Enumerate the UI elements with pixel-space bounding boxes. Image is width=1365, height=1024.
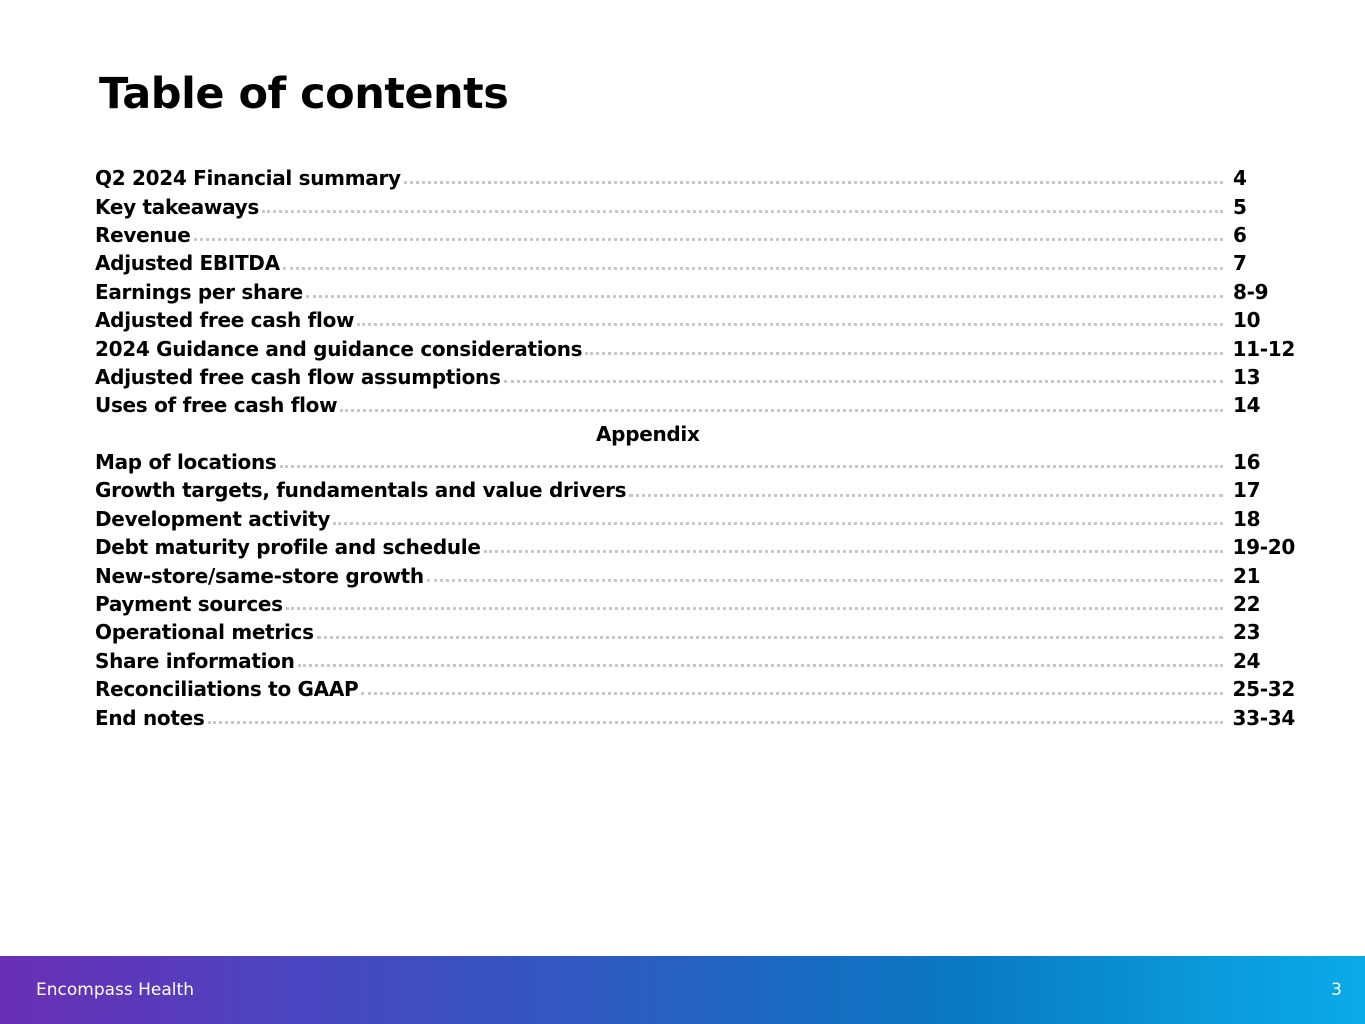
toc-entry[interactable] bbox=[95, 448, 1295, 476]
toc-leader-dots bbox=[333, 522, 1223, 525]
toc-entry-label: Payment sources bbox=[95, 592, 283, 617]
toc-entry[interactable] bbox=[95, 306, 1295, 334]
toc-entry[interactable] bbox=[95, 703, 1295, 731]
toc-entry-page: 11-12 bbox=[1232, 336, 1295, 361]
toc-entry[interactable] bbox=[95, 334, 1295, 362]
toc-entry[interactable] bbox=[95, 192, 1295, 220]
toc-entry-page: 8-9 bbox=[1233, 279, 1269, 304]
toc-entry-label: Reconciliations to GAAP bbox=[95, 677, 359, 702]
toc-entry-label: Key takeaways bbox=[95, 194, 259, 219]
toc-entry[interactable] bbox=[95, 505, 1295, 533]
toc-entry-label: Growth targets, fundamentals and value drivers bbox=[95, 478, 627, 503]
toc-entry[interactable] bbox=[95, 221, 1295, 249]
toc-leader-dots bbox=[340, 409, 1223, 412]
toc-entry-label: Development activity bbox=[95, 506, 331, 531]
toc-entry[interactable] bbox=[95, 164, 1295, 192]
footer-bar bbox=[0, 956, 1365, 1024]
toc-entry-label: Earnings per share bbox=[95, 279, 303, 304]
toc-leader-dots bbox=[262, 210, 1223, 213]
toc-entry-label: Share information bbox=[95, 648, 295, 673]
toc-entry-label: Uses of free cash flow bbox=[95, 393, 338, 418]
toc-entry-page: 24 bbox=[1233, 648, 1261, 673]
toc-entry-label: Adjusted free cash flow bbox=[95, 308, 355, 333]
toc-leader-dots bbox=[404, 181, 1223, 184]
toc-entry[interactable] bbox=[95, 675, 1295, 703]
toc-entry[interactable] bbox=[95, 249, 1295, 277]
toc-entry-page: 13 bbox=[1233, 364, 1261, 389]
toc-entry-label: New-store/same-store growth bbox=[95, 563, 424, 588]
toc-entry-label: Map of locations bbox=[95, 450, 277, 475]
toc-leader-dots bbox=[286, 607, 1223, 610]
toc-entry-page: 33-34 bbox=[1232, 705, 1295, 730]
toc-entry-label: Operational metrics bbox=[95, 620, 314, 645]
toc-leader-dots bbox=[298, 664, 1223, 667]
toc-entry-page: 18 bbox=[1233, 506, 1261, 531]
appendix-heading bbox=[95, 420, 1295, 448]
toc-entry[interactable] bbox=[95, 533, 1295, 561]
toc-entry-label: Revenue bbox=[95, 222, 191, 247]
toc-entry-label: Debt maturity profile and schedule bbox=[95, 535, 481, 560]
toc-leader-dots bbox=[629, 494, 1223, 497]
toc-entry-page: 14 bbox=[1233, 393, 1261, 418]
page-title: Table of contents bbox=[99, 69, 509, 119]
appendix-heading-label: Appendix bbox=[596, 421, 700, 446]
toc-entry-label: End notes bbox=[95, 705, 205, 730]
table-of-contents bbox=[95, 164, 1295, 732]
toc-leader-dots bbox=[306, 295, 1223, 298]
toc-entry-page: 4 bbox=[1233, 166, 1247, 191]
toc-entry[interactable] bbox=[95, 391, 1295, 419]
toc-entry[interactable] bbox=[95, 590, 1295, 618]
toc-leader-dots bbox=[208, 721, 1223, 724]
toc-leader-dots bbox=[361, 692, 1222, 695]
toc-entry-page: 25-32 bbox=[1232, 677, 1295, 702]
footer-brand-name: Encompass Health bbox=[36, 980, 194, 1000]
toc-entry-page: 22 bbox=[1233, 592, 1261, 617]
toc-leader-dots bbox=[484, 550, 1223, 553]
toc-entry-label: 2024 Guidance and guidance considerations bbox=[95, 336, 583, 361]
toc-entry-page: 7 bbox=[1233, 251, 1247, 276]
toc-entry-label: Adjusted free cash flow assumptions bbox=[95, 364, 501, 389]
toc-entry-page: 16 bbox=[1233, 450, 1261, 475]
toc-entry-label: Adjusted EBITDA bbox=[95, 251, 280, 276]
toc-entry[interactable] bbox=[95, 647, 1295, 675]
toc-leader-dots bbox=[357, 323, 1223, 326]
toc-entry-label: Q2 2024 Financial summary bbox=[95, 166, 401, 191]
toc-leader-dots bbox=[194, 238, 1223, 241]
toc-leader-dots bbox=[283, 267, 1223, 270]
toc-entry[interactable] bbox=[95, 561, 1295, 589]
toc-entry[interactable] bbox=[95, 618, 1295, 646]
toc-entry[interactable] bbox=[95, 363, 1295, 391]
toc-entry-page: 5 bbox=[1233, 194, 1247, 219]
toc-entry-page: 19-20 bbox=[1232, 535, 1295, 560]
toc-entry-page: 23 bbox=[1233, 620, 1261, 645]
toc-entry-page: 17 bbox=[1233, 478, 1261, 503]
toc-entry-page: 10 bbox=[1233, 308, 1261, 333]
toc-leader-dots bbox=[280, 465, 1223, 468]
toc-entry[interactable] bbox=[95, 278, 1295, 306]
toc-entry-page: 6 bbox=[1233, 222, 1247, 247]
toc-leader-dots bbox=[504, 380, 1223, 383]
toc-entry[interactable] bbox=[95, 476, 1295, 504]
footer-page-number: 3 bbox=[1331, 980, 1342, 1000]
toc-leader-dots bbox=[317, 636, 1223, 639]
toc-leader-dots bbox=[585, 352, 1222, 355]
toc-entry-page: 21 bbox=[1233, 563, 1261, 588]
toc-leader-dots bbox=[427, 579, 1223, 582]
